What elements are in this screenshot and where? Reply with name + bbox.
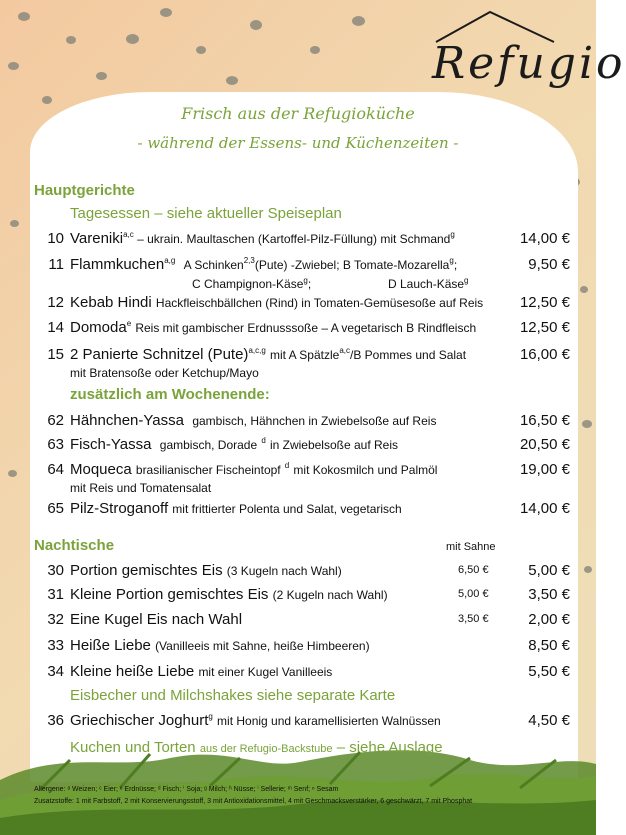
item-number: 36 xyxy=(47,712,64,729)
item-name: Flammkuchen xyxy=(70,256,165,273)
decorative-dot xyxy=(8,62,19,70)
allergen-code: g xyxy=(450,230,455,239)
item-name: Kleine heiße Liebe xyxy=(70,663,195,680)
item-desc: mit frittierter Polenta und Salat, vegetarisch xyxy=(172,502,402,516)
item-desc: Hackfleischbällchen (Rind) in Tomaten-Gemüsesoße auf Reis xyxy=(155,296,484,310)
item-number: 33 xyxy=(47,637,64,654)
item-number: 34 xyxy=(47,663,64,680)
item-number: 11 xyxy=(48,256,64,273)
decorative-dot xyxy=(66,36,76,44)
cake-note-a: Kuchen und Torten xyxy=(70,739,196,756)
allergen-code: a,c xyxy=(123,230,134,239)
item-name: Eine Kugel Eis nach Wahl xyxy=(70,611,243,628)
with-cream-price: 5,00 € xyxy=(458,588,489,600)
allergen-code: g xyxy=(464,276,469,285)
item-desc: gambisch, Hähnchen in Zwiebelsoße auf Reis xyxy=(192,414,437,428)
item-name-line xyxy=(70,586,388,603)
decorative-dot xyxy=(584,566,592,573)
cake-note-c: – siehe Auslage xyxy=(336,739,443,756)
allergen-code: d xyxy=(261,436,266,445)
item-name-line xyxy=(70,637,370,654)
item-number: 14 xyxy=(47,319,64,336)
item-name-line xyxy=(70,461,437,478)
item-price: 14,00 € xyxy=(519,230,570,247)
logo-text: Refugio xyxy=(432,38,626,89)
logo xyxy=(428,8,626,96)
item-name-line xyxy=(70,500,402,517)
decorative-dot xyxy=(250,20,262,30)
item-price: 14,00 € xyxy=(519,500,570,517)
decorative-dot xyxy=(126,34,139,44)
item-desc: (Vanilleeis mit Sahne, heiße Himbeeren) xyxy=(155,639,370,653)
item-price: 20,50 € xyxy=(519,436,570,453)
item-price: 12,50 € xyxy=(519,319,570,336)
decorative-dot xyxy=(42,96,52,104)
item-name-line xyxy=(70,346,466,363)
item-price: 12,50 € xyxy=(519,294,570,311)
item-price: 16,50 € xyxy=(519,412,570,429)
item-desc: A Schinken xyxy=(183,258,244,272)
decorative-dot xyxy=(96,72,107,80)
item-price: 5,00 € xyxy=(528,562,570,579)
item-name: Kleine Portion gemischtes Eis xyxy=(70,586,269,603)
allergen-code: 2,3 xyxy=(243,256,255,265)
item-desc: (Pute) -Zwiebel; B Tomate-Mozarella xyxy=(254,258,450,272)
item-desc: – ukrain. Maultaschen (Kartoffel-Pilz-Füllung) mit Schmand xyxy=(133,232,451,246)
decorative-dot xyxy=(582,420,592,428)
daily-menu-note: Tagesessen – siehe aktueller Speiseplan xyxy=(70,205,342,222)
item-number: 32 xyxy=(47,611,64,628)
allergen-code: e xyxy=(126,319,132,328)
item-name-line xyxy=(70,611,242,628)
item-name-line xyxy=(70,294,483,311)
decorative-dot xyxy=(8,470,17,477)
item-desc-line2: mit Reis und Tomatensalat xyxy=(70,481,212,495)
item-number: 15 xyxy=(47,346,64,363)
decorative-dot xyxy=(10,220,19,227)
item-name-line xyxy=(70,712,441,729)
item-price: 2,00 € xyxy=(528,611,570,628)
item-name-line xyxy=(70,663,332,680)
item-name: 2 Panierte Schnitzel (Pute) xyxy=(70,346,249,363)
item-desc: brasilianischer Fischeintopf xyxy=(135,463,281,477)
item-name: Portion gemischtes Eis xyxy=(70,562,223,579)
allergen-legend: Allergene: ᵃ Weizen; ᶜ Eier; ᵉ Erdnüsse; ᵈ Fisch; ⁱ Soja; ᵍ Milch; ʰ Nüsse; ⁱ Sellerie; ᵐ Senf; ⁿ Sesam xyxy=(34,786,339,793)
item-name: Moqueca xyxy=(70,461,132,478)
item-number: 65 xyxy=(47,500,64,517)
item-desc: ; xyxy=(307,277,312,291)
decorative-dot xyxy=(226,76,238,85)
item-name-line xyxy=(70,412,436,429)
decorative-dot xyxy=(196,46,206,54)
item-name-line xyxy=(70,256,457,273)
item-price: 9,50 € xyxy=(528,256,570,273)
allergen-code: a,g xyxy=(164,256,176,265)
allergen-code: a,c,g xyxy=(248,346,266,355)
allergen-code: g xyxy=(449,256,454,265)
item-name: Kebab Hindi xyxy=(70,294,152,311)
item-number: 10 xyxy=(47,230,64,247)
allergen-code: g xyxy=(303,276,308,285)
item-name: Hähnchen-Yassa xyxy=(70,412,184,429)
headline-line1: Frisch aus der Refugioküche xyxy=(181,104,415,123)
item-desc-line2 xyxy=(388,276,469,291)
item-desc: (3 Kugeln nach Wahl) xyxy=(226,564,342,578)
item-desc-line2: mit Bratensoße oder Ketchup/Mayo xyxy=(70,366,259,380)
item-name: Griechischer Joghurt xyxy=(70,712,209,729)
item-name: Pilz-Stroganoff xyxy=(70,500,169,517)
item-desc: mit Kokosmilch und Palmöl xyxy=(293,463,438,477)
item-desc: C Champignon-Käse xyxy=(192,277,304,291)
item-price: 4,50 € xyxy=(528,712,570,729)
item-name: Fisch-Yassa xyxy=(70,436,152,453)
item-price: 8,50 € xyxy=(528,637,570,654)
item-name: Domoda xyxy=(70,319,127,336)
weekend-title: zusätzlich am Wochenende: xyxy=(70,386,270,403)
item-desc: ; xyxy=(453,258,458,272)
item-desc: /B Pommes und Salat xyxy=(350,348,467,362)
item-desc: mit Honig und karamellisierten Walnüssen xyxy=(217,714,441,728)
item-name-line xyxy=(70,319,476,336)
item-desc: (2 Kugeln nach Wahl) xyxy=(272,588,388,602)
with-cream-price: 3,50 € xyxy=(458,613,489,625)
additive-legend: Zusatzstoffe: 1 mit Farbstoff, 2 mit Konservierungsstoff, 3 mit Antioxidationsmittel, 4 mit Geschmacksverstärker, 6 geschwärzt, 7 mit Phosphat xyxy=(34,798,473,805)
item-price: 16,00 € xyxy=(519,346,570,363)
item-number: 64 xyxy=(47,461,64,478)
item-number: 62 xyxy=(47,412,64,429)
allergen-code: g xyxy=(208,712,213,721)
item-desc-line2 xyxy=(192,276,311,291)
allergen-code: a,c xyxy=(339,346,350,355)
cake-note xyxy=(70,739,443,756)
item-price: 5,50 € xyxy=(528,663,570,680)
item-name-line xyxy=(70,230,455,247)
item-price: 3,50 € xyxy=(528,586,570,603)
item-price: 19,00 € xyxy=(519,461,570,478)
item-desc: gambisch, Dorade xyxy=(159,438,258,452)
item-desc: Reis mit gambischer Erdnusssoße – A vegetarisch B Rindfleisch xyxy=(135,321,477,335)
item-name: Vareniki xyxy=(70,230,124,247)
decorative-dot xyxy=(18,12,30,21)
item-desc: in Zwiebelsoße auf Reis xyxy=(269,438,399,452)
item-number: 31 xyxy=(47,586,64,603)
item-desc: D Lauch-Käse xyxy=(388,277,465,291)
item-name-line xyxy=(70,562,342,579)
item-desc: mit A Spätzle xyxy=(269,348,340,362)
sundae-note: Eisbecher und Milchshakes siehe separate Karte xyxy=(70,687,396,704)
item-number: 12 xyxy=(47,294,64,311)
with-cream-header: mit Sahne xyxy=(446,541,496,553)
item-name: Heiße Liebe xyxy=(70,637,151,654)
headline-line2: - während der Essens- und Küchenzeiten - xyxy=(137,134,459,152)
allergen-code: d xyxy=(284,461,290,470)
section-title-main: Hauptgerichte xyxy=(34,182,135,199)
with-cream-price: 6,50 € xyxy=(458,564,489,576)
cake-note-b: aus der Refugio-Backstube xyxy=(199,743,333,755)
decorative-dot xyxy=(580,286,588,293)
item-number: 30 xyxy=(47,562,64,579)
decorative-dot xyxy=(160,8,172,17)
section-title-dessert: Nachtische xyxy=(34,537,115,554)
decorative-dot xyxy=(310,46,320,54)
item-desc: mit einer Kugel Vanilleeis xyxy=(198,665,333,679)
item-name-line xyxy=(70,436,398,453)
item-number: 63 xyxy=(47,436,64,453)
decorative-dot xyxy=(352,16,365,26)
